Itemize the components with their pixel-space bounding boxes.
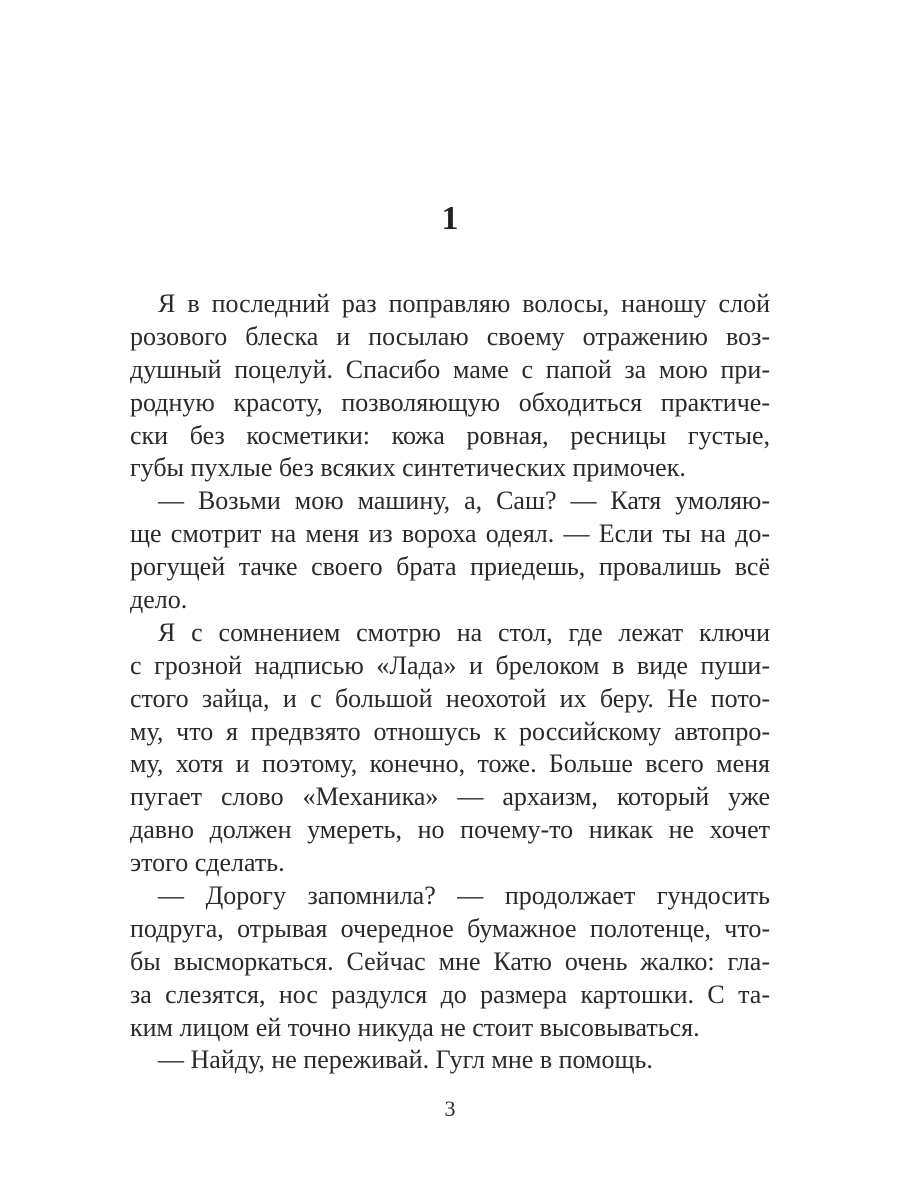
text-line: — Возьми мою машину, а, Саш? — Катя умоляю- — [158, 486, 770, 516]
text-line: ски без косметики: кожа ровная, ресницы густые, — [130, 420, 770, 450]
text-line: му, хотя и поэтому, конечно, тоже. Больше всего меня — [130, 749, 770, 779]
text-line: розового блеска и посылаю своему отражению воз- — [130, 321, 770, 351]
text-line: стого зайца, и с большой неохотой их беру. Не пото- — [130, 683, 770, 713]
text-line: родную красоту, позволяющую обходиться практиче- — [130, 387, 770, 417]
text-line: пугает слово «Механика» — архаизм, который уже — [130, 782, 770, 812]
text-line: бы высморкаться. Сейчас мне Катю очень жалко: гла- — [130, 946, 770, 976]
text-line: ким лицом ей точно никуда не стоит высовываться. — [130, 1012, 700, 1042]
text-line: этого сделать. — [130, 848, 285, 878]
text-line: за слезятся, нос раздулся до размера картошки. С та- — [130, 979, 770, 1009]
text-line: подруга, отрывая очередное бумажное полотенце, что- — [130, 913, 770, 943]
page-number: 3 — [444, 1096, 456, 1121]
text-line: душный поцелуй. Спасибо маме с папой за мою при- — [130, 354, 770, 384]
text-line: рогущей тачке своего брата приедешь, провалишь всё — [130, 552, 770, 582]
text-line: с грозной надписью «Лада» и брелоком в виде пуши- — [130, 650, 770, 680]
text-line: — Найду, не переживай. Гугл мне в помощь. — [158, 1045, 653, 1075]
text-line: давно должен умереть, но почему-то никак не хочет — [130, 815, 770, 845]
text-line: Я в последний раз поправляю волосы, наношу слой — [158, 289, 770, 318]
text-line: губы пухлые без всяких синтетических примочек. — [130, 453, 686, 483]
text-line: — Дорогу запомнила? — продолжает гундосить — [158, 881, 770, 911]
text-line: дело. — [130, 585, 188, 615]
text-line: му, что я предвзято отношусь к российскому автопро- — [130, 716, 770, 746]
text-line: Я с сомнением смотрю на стол, где лежат ключи — [158, 617, 770, 647]
chapter-number: 1 — [441, 200, 459, 237]
text-line: ще смотрит на меня из вороха одеял. — Если ты на до- — [130, 519, 770, 549]
body-text — [130, 288, 770, 1077]
